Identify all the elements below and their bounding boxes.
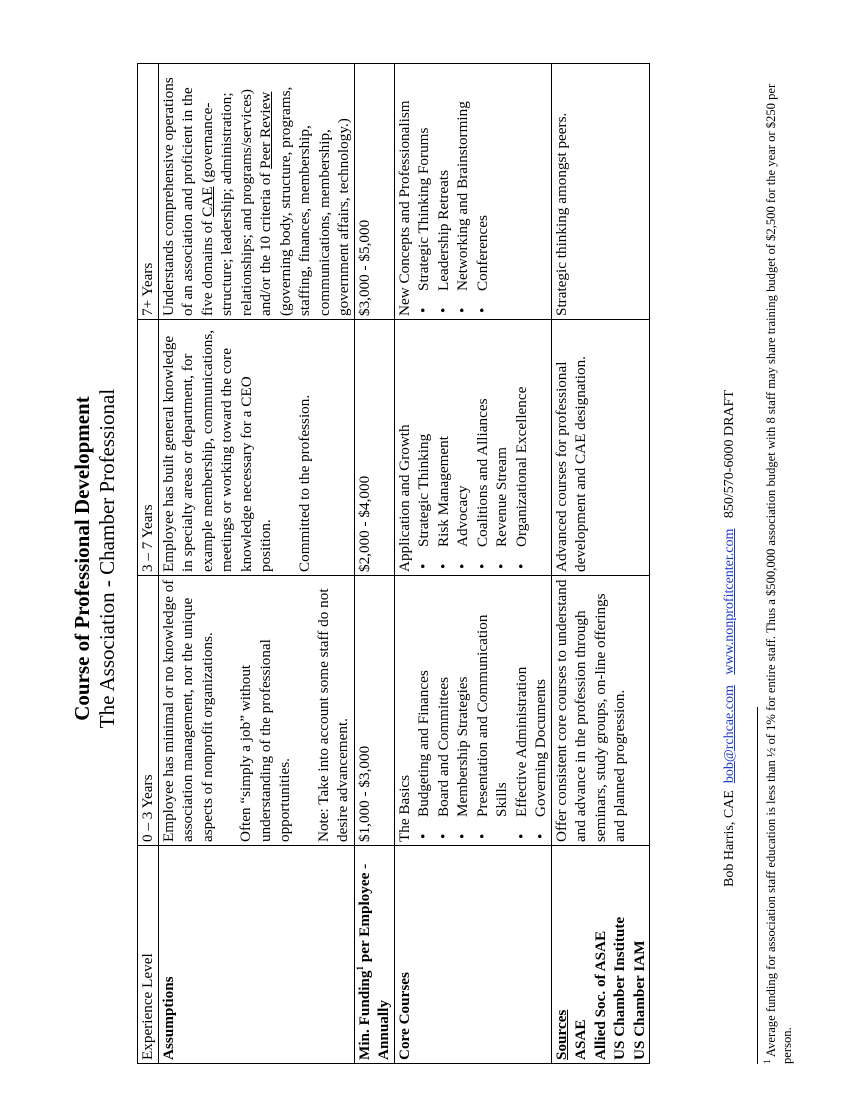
funding-0-3: $1,000 - $3,000 — [354, 576, 394, 846]
list-item: • Strategic Thinking — [414, 323, 434, 572]
footnote-divider — [757, 707, 758, 1064]
list-item: • Conferences — [473, 67, 493, 316]
core-courses-row — [394, 64, 551, 1064]
funding-label-text: Min. Funding — [355, 970, 373, 1060]
header-7-plus-years: 7+ Years — [138, 64, 159, 320]
assumptions-0-3-note: Note: Take into account some staff do not desire advancement. — [314, 588, 351, 842]
source-item: US Chamber Institute — [611, 916, 628, 1060]
assumptions-3-7-text-1: Employee has built general knowledge in specialty areas or department, for example membership, communications, meetings or working toward the core knowledge necessary for a CEO position. — [159, 329, 274, 572]
list-item: • Revenue Stream — [492, 323, 512, 572]
email-link[interactable]: bob@rchcae.com — [722, 685, 737, 784]
list-item: • Organizational Excellence — [512, 323, 532, 572]
assumptions-3-7-text-2: Committed to the profession. — [295, 394, 313, 572]
footnote — [763, 64, 795, 1064]
funding-label-text-2: per Employee - Annually — [355, 863, 392, 1060]
source-item: ASAE — [572, 1019, 589, 1060]
list-item: • Budgeting and Finances — [414, 579, 434, 842]
header-0-3-years: 0 – 3 Years — [138, 576, 159, 846]
core-courses-label: Core Courses — [394, 846, 551, 1064]
list-item: • Board and Committees — [434, 579, 454, 842]
assumptions-0-3-text-1: Employee has minimal or no knowledge of association management, nor the unique aspects of nonprofit organizations. — [159, 579, 216, 842]
funding-label — [354, 846, 394, 1064]
sources-row — [551, 64, 650, 1064]
assumptions-7-plus — [158, 64, 354, 320]
website-link[interactable]: www.nonprofitcenter.com — [722, 528, 737, 675]
list-item: • Governing Documents — [531, 579, 551, 842]
assumptions-7-plus-text-b: (governance-structure; leadership; administration; relationships; and programs/services) and/or the 10 criteria of — [198, 89, 274, 316]
assumptions-0-3-text-2: Often “simply a job” without understanding of the professional opportunities. — [237, 639, 293, 842]
source-item: Allied Soc. of ASAE — [591, 930, 609, 1060]
core-courses-7-plus — [394, 64, 551, 320]
contact-line — [722, 87, 738, 887]
footnote-text: Average funding for association staff education is less than ½ of 1% for entire staff. Thus a $500,000 association budget with 8 staff may share training budget of $2,500 for the year or $250 per person. — [764, 83, 794, 1064]
core-courses-0-3 — [394, 576, 551, 846]
assumptions-0-3 — [158, 576, 354, 846]
document-subtitle: The Association - Chamber Professional — [95, 388, 119, 729]
assumptions-7-plus-text-a: Understands comprehensive operations of an association and proficient in the five domains of — [159, 77, 216, 316]
assumptions-7-plus-text-c: (governing body, structure, programs, staffing, finances, membership, communications, membership, government affairs, technology.) — [276, 86, 352, 316]
draft-label: DRAFT — [722, 390, 737, 437]
assumptions-3-7 — [158, 320, 354, 576]
cae-term: CAE — [198, 186, 216, 217]
assumptions-row — [158, 64, 354, 1064]
source-item: US Chamber IAM — [630, 940, 648, 1060]
sources-label: Sources — [552, 1009, 570, 1060]
document-title: Course of Professional Development — [70, 396, 94, 721]
sources-3-7: Advanced courses for professional development and CAE designation. — [551, 320, 650, 576]
development-table — [137, 63, 650, 1064]
list-item: • Effective Administration — [512, 579, 532, 842]
sources-7-plus: Strategic thinking amongst peers. — [551, 64, 650, 320]
header-row — [138, 64, 159, 1064]
header-3-7-years: 3 – 7 Years — [138, 320, 159, 576]
list-item: • Strategic Thinking Forums — [414, 67, 434, 316]
list-item: • Membership Strategies — [453, 579, 473, 842]
funding-3-7: $2,000 - $4,000 — [354, 320, 394, 576]
author-name: Bob Harris, CAE — [722, 790, 737, 887]
footnote-ref: 1 — [354, 966, 365, 971]
sources-0-3: Offer consistent core courses to understand and advance in the profession through seminars, study groups, on-line offerings and planned progression. — [551, 576, 650, 846]
core-courses-3-7 — [394, 320, 551, 576]
list-item: • Risk Management — [434, 323, 454, 572]
funding-7-plus: $3,000 - $5,000 — [354, 64, 394, 320]
phone-number: 850/570-6000 — [722, 439, 737, 519]
core-courses-3-7-heading: Application and Growth — [395, 424, 413, 572]
peer-review-term: Peer Review — [257, 91, 274, 169]
funding-row — [354, 64, 394, 1064]
list-item: • Presentation and Communication Skills — [473, 579, 512, 842]
list-item: • Networking and Brainstorming — [453, 67, 473, 316]
list-item: • Advocacy — [453, 323, 473, 572]
header-experience-level: Experience Level — [138, 846, 159, 1064]
sources-label-cell — [551, 846, 650, 1064]
core-courses-7-plus-heading: New Concepts and Professionalism — [395, 100, 413, 316]
list-item: • Leadership Retreats — [434, 67, 454, 316]
footnote-mark: 1 — [761, 1059, 772, 1064]
assumptions-label: Assumptions — [158, 846, 354, 1064]
core-courses-0-3-heading: The Basics — [395, 774, 413, 842]
list-item: • Coalitions and Alliances — [473, 323, 493, 572]
